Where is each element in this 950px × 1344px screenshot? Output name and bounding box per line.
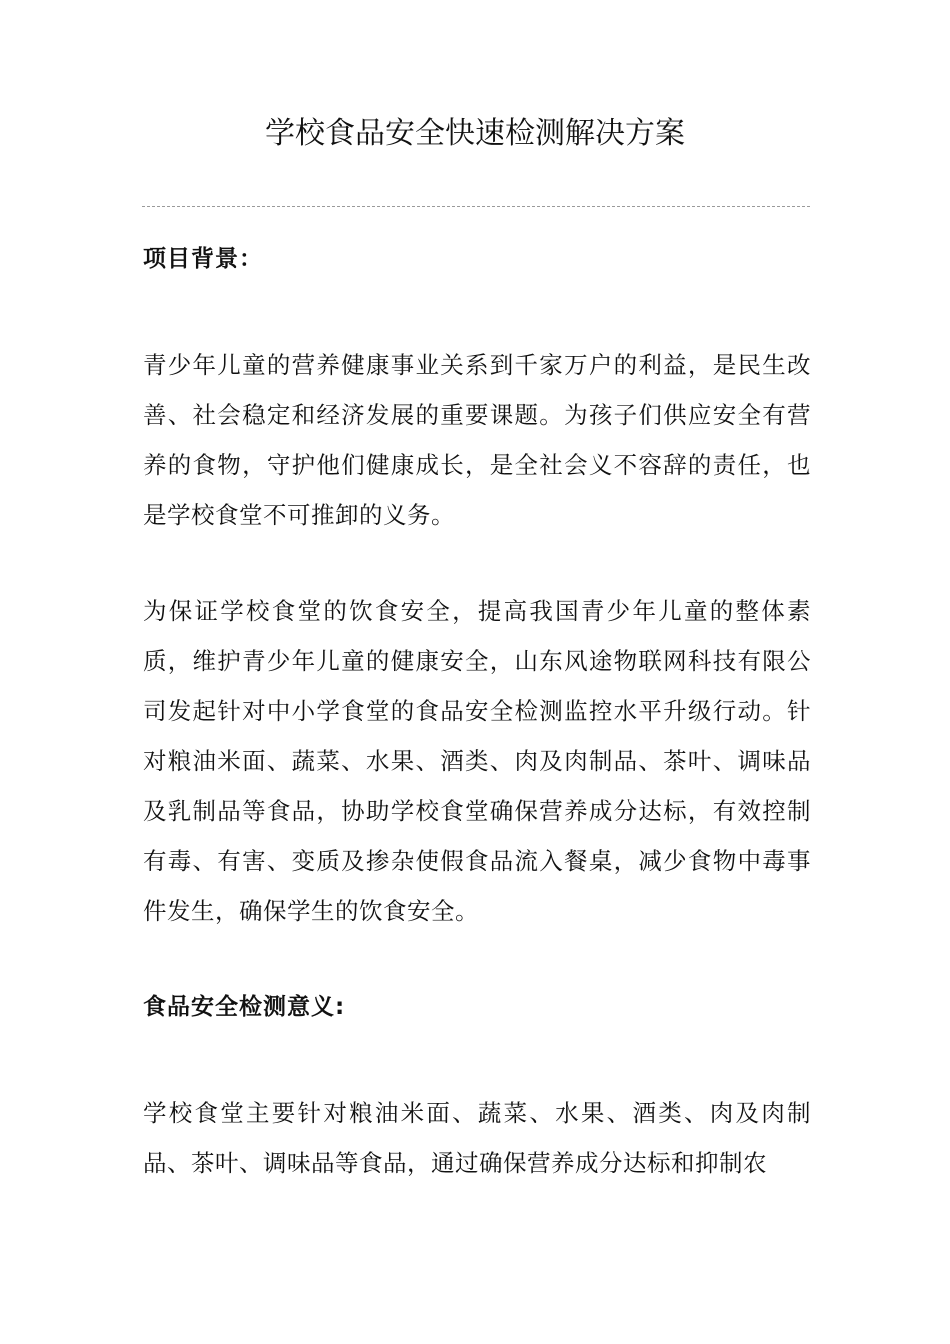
spacer [143,540,811,586]
paragraph-background-2: 为保证学校食堂的饮食安全，提高我国青少年儿童的整体素质，维护青少年儿童的健康安全，山东风途物联网科技有限公司发起针对中小学食堂的食品安全检测监控水平升级行动。针对粮油米面、蔬菜、水果、酒类、肉及肉制品、茶叶、调味品及乳制品等食品，协助学校食堂确保营养成分达标，有效控制有毒、有害、变质及掺杂使假食品流入餐桌，减少食物中毒事件发生，确保学生的饮食安全。 [143,597,811,925]
section-heading-background: 项目背景： [143,246,263,272]
title-divider [142,206,810,207]
spacer [143,1026,811,1088]
spacer [143,936,811,988]
paragraph-background-1: 青少年儿童的营养健康事业关系到千家万户的利益，是民生改善、社会稳定和经济发展的重要课题。为孩子们供应安全有营养的食物，守护他们健康成长，是全社会义不容辞的责任，也是学校食堂不可推卸的义务。 [143,351,811,529]
document-body [143,240,811,1188]
spacer [143,278,811,340]
section-heading-significance: 食品安全检测意义: [143,994,346,1020]
paragraph-significance-1: 学校食堂主要针对粮油米面、蔬菜、水果、酒类、肉及肉制品、茶叶、调味品等食品，通过确保营养成分达标和抑制农 [143,1099,811,1177]
document-title: 学校食品安全快速检测解决方案 [265,116,685,151]
